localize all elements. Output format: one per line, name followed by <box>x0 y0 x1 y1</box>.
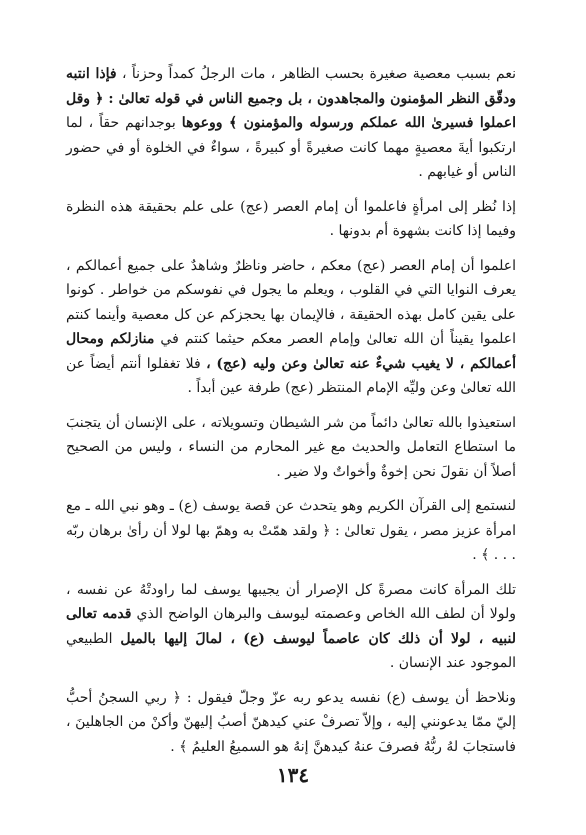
page-body <box>66 62 516 769</box>
text-segment: اعلموا أن إمام العصر (عج) معكم ، حاضر وناظرٌ وشاهدٌ على جميع أعمالكم ، يعرف النوايا التي في القلوب ، ويعلم ما يجول في نفوسكم من خواطر . كونوا على يقين كامل بهذه الحقيقة ، فالإيمان بها يحجزكم عن كل معصية وأينما كنتم اعلموا يقيناً أن الله تعالىٰ وإمام العصر معكم حيثما كنتم في <box>66 257 516 347</box>
text-segment: ونلاحظ أن يوسف (ع) نفسه يدعو ربه عزّ وجلّ فيقول : ﴿ ربي السجنُ أحبُّ إليّ ممّا يدعونني إليه ، وإلاّ تصرفْ عني كيدهنّ أصبُ إليهنّ وأكنْ من الجاهلينَ ، فاستجابَ لهُ ربُّهُ فصرفَ عنهُ كيدهنَّ إنهُ هو السميعُ العليمُ ﴾ . <box>66 689 516 755</box>
paragraph <box>66 254 516 401</box>
bold-text-segment: قدمه تعالى لنبيه ، لولا أن ذلك كان عاصماً ليوسف (ع) ، لمالَ إليها بالميل <box>66 606 516 647</box>
text-segment: استعيذوا بالله تعالىٰ دائماً من شر الشيطان وتسويلاته ، على الإنسان أن يتجنبَ ما استطاع التعامل والحديث مع غير المحارم من النساء ، وليس من الصحيح أصلاً أن نقولَ نحن إخوةٌ وأخواتٌ ولا ضير . <box>66 414 516 480</box>
text-segment: فلا تغفلوا أنتم أيضاً عن الله تعالىٰ وعن وليِّه الإمام المنتظر (عج) طرفة عين أبداً . <box>66 355 516 396</box>
page-number: ١٣٤ <box>276 763 310 787</box>
paragraph <box>66 578 516 676</box>
bold-text-segment: منازلكم ومحال أعمالكم ، لا يغيب شيءٌ عنه تعالىٰ وعن وليه (عج) ، <box>66 331 516 372</box>
paragraph <box>66 411 516 485</box>
text-segment: لنستمع إلى القرآن الكريم وهو يتحدث عن قصة يوسف (ع) ـ وهو نبي الله ـ مع امرأة عزيز مصر ، يقول تعالىٰ : ﴿ ولقد همّتْ به وهمّ بها لولا أن رأىٰ برهان ربّه . . . ﴾ . <box>66 498 516 563</box>
text-segment: بوجدانهم حقاً ، لما ارتكبوا أيةَ معصيةٍ مهما كانت صغيرةً أو كبيرةً ، سواءٌ في الخلوة أو في حضور الناس أو غيابهم . <box>66 115 516 180</box>
text-segment: الطبيعي الموجود عند الإنسان . <box>66 630 516 671</box>
text-segment: تلك المرأة كانت مصرةً كل الإصرار أن يجيبها يوسف لما راودتْهُ عن نفسه ، ولولا أن لطف الله الخاص وعصمته ليوسف والبرهان الواضح الذي <box>66 581 516 622</box>
bold-text-segment: فإذا انتبه ودقّق النظر المؤمنون والمجاهدون ، بل وجميع الناس في قوله تعالىٰ : ﴿ وقل اعملوا فسيرىٰ الله عملكم ورسوله والمؤمنون ﴾ ووعوها <box>66 66 516 131</box>
paragraph <box>66 686 516 760</box>
paragraph <box>66 195 516 244</box>
text-segment: نعم بسبب معصية صغيرة بحسب الظاهر ، مات الرجلُ كمداً وحزناً ، <box>116 66 516 82</box>
paragraph <box>66 494 516 568</box>
paragraph <box>66 62 516 185</box>
text-segment: إذا نُظر إلى امرأةٍ فاعلموا أن إمام العصر (عج) على علم بحقيقة هذه النظرة وفيما إذا كانت بشهوة أم بدونها . <box>66 198 516 239</box>
